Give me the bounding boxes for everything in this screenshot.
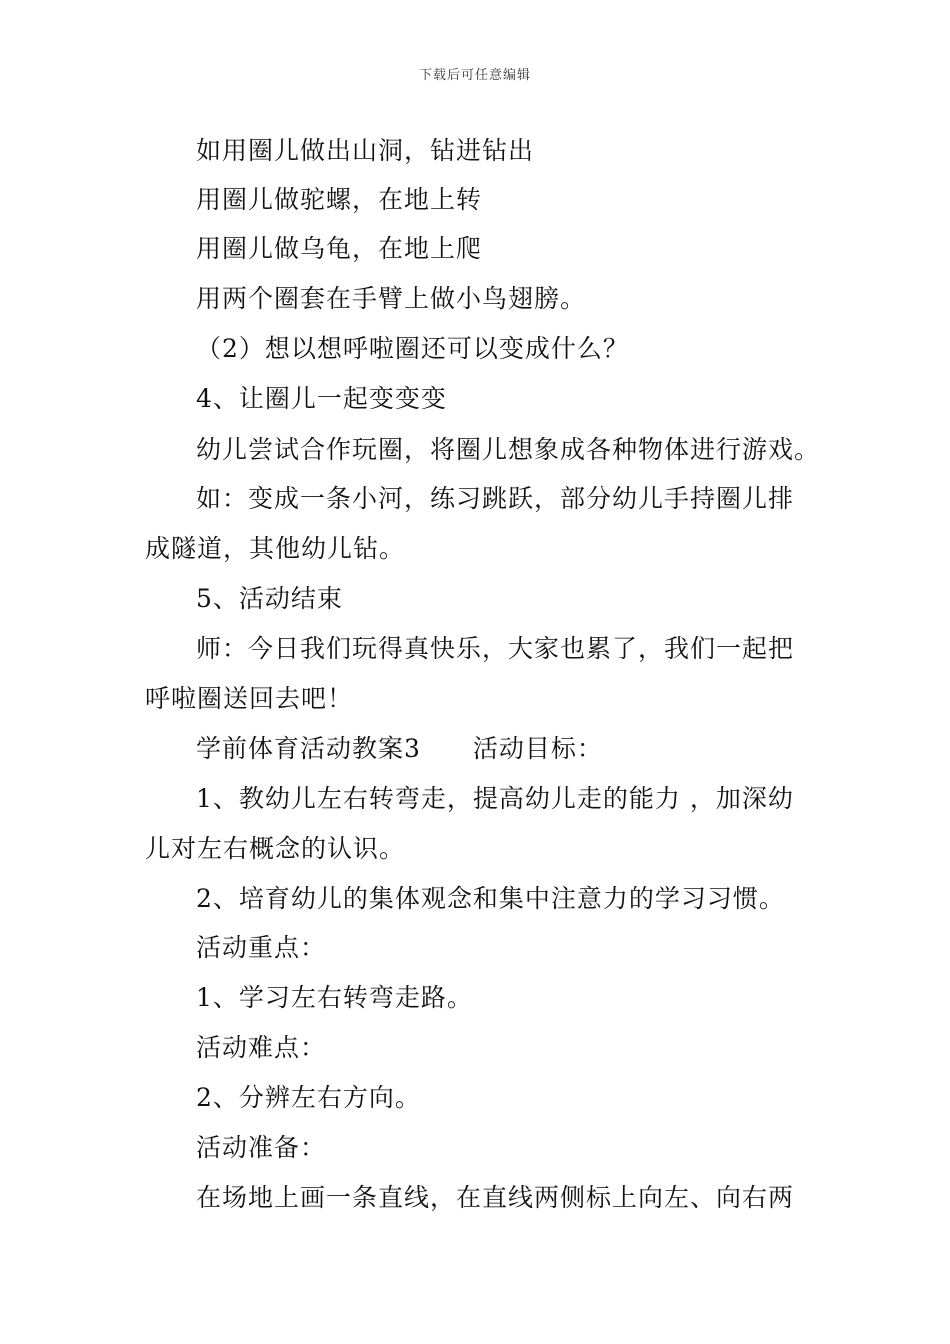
paragraph-line: 幼儿尝试合作玩圈，将圈儿想象成各种物体进行游戏。 — [196, 435, 821, 464]
lesson-title-line — [196, 732, 603, 766]
paragraph-line: 1、教幼儿左右转弯走，提高幼儿走的能力 ，加深幼 — [196, 784, 794, 813]
paragraph-line: 2、分辨左右方向。 — [196, 1083, 421, 1112]
paragraph-line: 1、学习左右转弯走路。 — [196, 983, 473, 1012]
objectives-heading: 活动目标： — [472, 734, 603, 763]
section-heading: 5、活动结束 — [196, 584, 343, 613]
paragraph-line: 师：今日我们玩得真快乐，大家也累了，我们一起把 — [196, 634, 795, 663]
paragraph-line: 儿对左右概念的认识。 — [145, 834, 406, 863]
paragraph-line: 2、培育幼儿的集体观念和集中注意力的学习习惯。 — [196, 884, 785, 913]
page-header: 下载后可任意编辑 — [418, 68, 531, 83]
paragraph-line: 用圈儿做乌龟，在地上爬 — [196, 234, 483, 263]
paragraph-line: 如：变成一条小河，练习跳跃，部分幼儿手持圈儿排 — [196, 484, 795, 513]
section-heading: 4、让圈儿一起变变变 — [196, 384, 447, 413]
paragraph-line: （2）想以想呼啦圈还可以变成什么？ — [196, 334, 629, 363]
paragraph-line: 用圈儿做驼螺，在地上转 — [196, 185, 483, 214]
paragraph-line: 在场地上画一条直线，在直线两侧标上向左、向右两 — [196, 1183, 795, 1212]
paragraph-line: 呼啦圈送回去吧！ — [145, 684, 354, 713]
section-heading: 活动难点： — [196, 1033, 327, 1062]
section-heading: 活动准备： — [196, 1133, 327, 1162]
paragraph-line: 用两个圈套在手臂上做小鸟翅膀。 — [196, 284, 587, 313]
paragraph-line: 如用圈儿做出山洞，钻进钻出 — [196, 136, 535, 165]
section-heading: 活动重点： — [196, 933, 327, 962]
lesson-title: 学前体育活动教案3 — [196, 734, 421, 763]
paragraph-line: 成隧道，其他幼儿钻。 — [145, 534, 406, 563]
